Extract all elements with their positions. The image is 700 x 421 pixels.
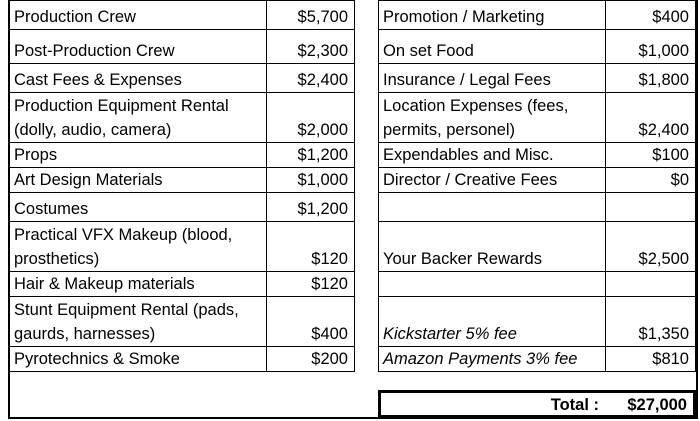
item-amount: $2,300	[267, 30, 355, 64]
empty-cell	[606, 193, 696, 222]
item-amount: $1,350	[606, 297, 696, 347]
item-label: Cast Fees & Expenses	[10, 64, 267, 93]
item-amount: $1,200	[267, 143, 355, 168]
item-amount: $0	[606, 168, 696, 193]
item-label-line1: Production Equipment Rental	[14, 97, 229, 115]
item-label: Kickstarter 5% fee	[379, 297, 606, 347]
item-amount: $2,400	[606, 93, 696, 143]
item-label-line1: Location Expenses (fees,	[383, 97, 569, 115]
item-label	[10, 93, 267, 143]
table-row	[10, 30, 355, 64]
table-row	[379, 30, 696, 64]
item-amount: $200	[267, 347, 355, 372]
item-label-line2: (dolly, audio, camera)	[14, 121, 172, 139]
total-label: Total :	[550, 396, 599, 414]
item-amount: $5,700	[267, 1, 355, 30]
item-amount: $1,000	[606, 30, 696, 64]
item-label: Post-Production Crew	[10, 30, 267, 64]
item-amount: $1,200	[267, 193, 355, 222]
item-label-line1: Stunt Equipment Rental (pads,	[14, 301, 239, 319]
total-value: $27,000	[627, 396, 687, 414]
item-amount: $2,400	[267, 64, 355, 93]
right-budget-table	[378, 0, 696, 372]
item-label: Expendables and Misc.	[379, 143, 606, 168]
item-label: Insurance / Legal Fees	[379, 64, 606, 93]
table-row	[379, 297, 696, 347]
table-row	[379, 347, 696, 372]
item-amount: $810	[606, 347, 696, 372]
item-label: Hair & Makeup materials	[10, 272, 267, 297]
table-row	[10, 297, 355, 347]
table-row	[10, 1, 355, 30]
item-label-line2: prosthetics)	[14, 250, 100, 268]
item-label-line1: Practical VFX Makeup (blood,	[14, 226, 233, 244]
item-label: On set Food	[379, 30, 606, 64]
item-label	[379, 93, 606, 143]
item-label: Production Crew	[10, 1, 267, 30]
item-amount: $1,800	[606, 64, 696, 93]
empty-cell	[606, 272, 696, 297]
item-label: Director / Creative Fees	[379, 168, 606, 193]
item-label-line2: gaurds, harnesses)	[14, 325, 156, 343]
table-row	[379, 143, 696, 168]
table-row	[10, 93, 355, 143]
table-row	[10, 64, 355, 93]
item-label	[10, 222, 267, 272]
item-amount: $100	[606, 143, 696, 168]
table-row	[10, 222, 355, 272]
table-row	[10, 143, 355, 168]
item-amount: $120	[267, 272, 355, 297]
table-row	[379, 193, 696, 222]
item-label: Amazon Payments 3% fee	[379, 347, 606, 372]
item-label-line2: permits, personel)	[383, 121, 516, 139]
table-row	[10, 272, 355, 297]
item-label: Costumes	[10, 193, 267, 222]
item-label: Props	[10, 143, 267, 168]
item-amount: $400	[606, 1, 696, 30]
item-amount: $120	[267, 222, 355, 272]
table-row	[379, 168, 696, 193]
item-label: Your Backer Rewards	[379, 222, 606, 272]
item-label: Art Design Materials	[10, 168, 267, 193]
left-budget-table	[9, 0, 355, 372]
table-row	[379, 222, 696, 272]
table-row	[379, 272, 696, 297]
item-label	[10, 297, 267, 347]
table-row	[379, 1, 696, 30]
table-row	[10, 193, 355, 222]
table-row	[10, 347, 355, 372]
item-label: Promotion / Marketing	[379, 1, 606, 30]
item-amount: $2,500	[606, 222, 696, 272]
item-amount: $400	[267, 297, 355, 347]
empty-cell	[379, 193, 606, 222]
empty-cell	[379, 272, 606, 297]
table-row	[10, 168, 355, 193]
total-box	[378, 390, 696, 418]
item-amount: $2,000	[267, 93, 355, 143]
item-label: Pyrotechnics & Smoke	[10, 347, 267, 372]
table-row	[379, 93, 696, 143]
item-amount: $1,000	[267, 168, 355, 193]
table-row	[379, 64, 696, 93]
